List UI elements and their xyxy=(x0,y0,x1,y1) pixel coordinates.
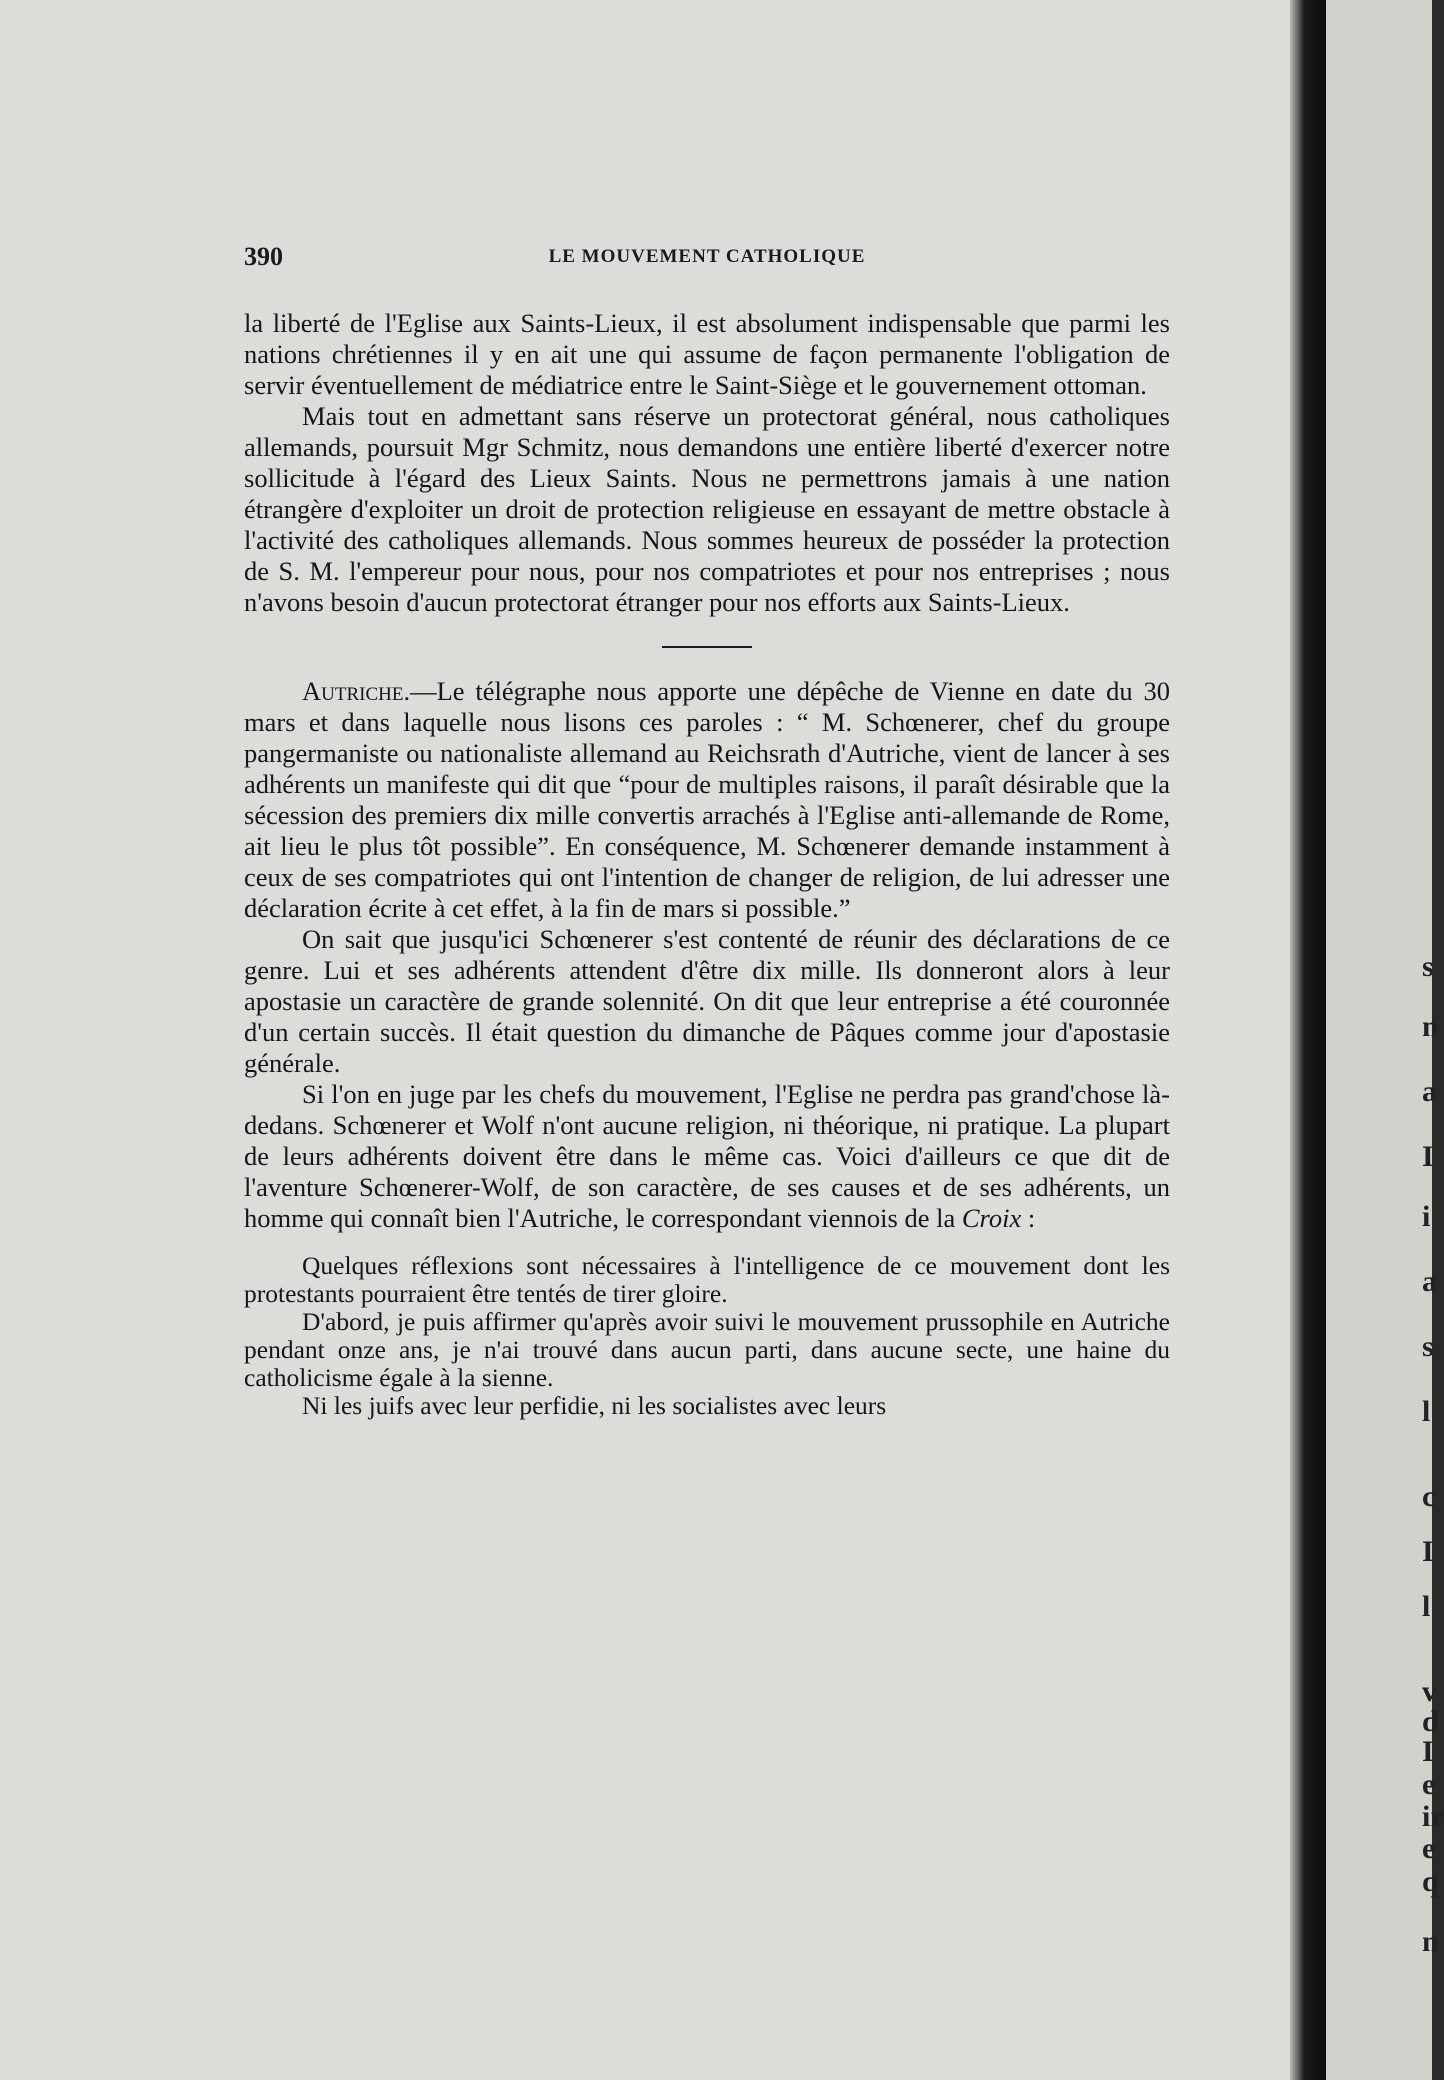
paragraph-autriche xyxy=(244,676,1170,924)
facing-page-edge xyxy=(1326,0,1444,2080)
paragraph-schmitz: Mais tout en admettant sans réserve un protectorat général, nous catholiques allemands, poursuit Mgr Schmitz, nous demandons une entière liberté d'exercer notre sollicitude à l'égard des Lieux Saints. Nous ne permettrons jamais à une nation étrangère d'exploiter un droit de protection religieuse en essayant de mettre obstacle à l'activité des catholiques allemands. Nous sommes heureux de posséder la protection de S. M. l'empereur pour nous, pour nos compatriotes et pour nos entreprises ; nous n'avons besoin d'aucun protectorat étranger pour nos efforts aux Saints-Lieux. xyxy=(244,401,1170,617)
paragraph-chefs-end: : xyxy=(1021,1203,1036,1233)
facing-glyph: n xyxy=(1422,1010,1439,1043)
section-lead-autriche: Autriche. xyxy=(302,676,411,706)
paragraph-autriche-text: —Le télégraphe nous apporte une dépêche de Vienne en date du 30 mars et dans laquelle nous lisons ces paroles : “ M. Schœnerer, chef du groupe pangermaniste ou nationaliste allemand au Reichsrath d'Autriche, vient de lancer à ses adhérents un manifeste qui dit que “pour de multiples raisons, il paraît désirable que la sécession des premiers dix mille convertis arrachés à l'Eglise anti-allemande de Rome, ait lieu le plus tôt possible”. En conséquence, M. Schœnerer demande instamment à ceux de ses compatriotes qui ont l'intention de changer de religion, de lui adresser une déclaration écrite à cet effet, à la fin de mars si possible.” xyxy=(244,676,1170,923)
facing-glyph: I xyxy=(1422,1735,1434,1768)
quote-paragraph-3: Ni les juifs avec leur perfidie, ni les socialistes avec leurs xyxy=(302,1391,887,1420)
facing-glyph: ir xyxy=(1422,1800,1444,1833)
section-separator xyxy=(662,646,752,648)
page-number: 390 xyxy=(244,242,283,271)
book-gutter xyxy=(1290,0,1326,2080)
paragraph-continuation: la liberté de l'Eglise aux Saints-Lieux, il est absolument indispensable que parmi les nations chrétiennes il y en ait une qui assume de façon permanente l'obligation de servir éventuellement de médiatrice entre le Saint-Siège et le gouvernement ottoman. xyxy=(244,308,1170,400)
page-body xyxy=(244,308,1170,1420)
quote-paragraph-1: Quelques réflexions sont nécessaires à l'intelligence de ce mouvement dont les protestants pourraient être tentés de tirer gloire. xyxy=(244,1251,1170,1308)
facing-glyph: c xyxy=(1422,1480,1436,1513)
facing-glyph: I xyxy=(1422,1535,1434,1568)
facing-glyph: s xyxy=(1422,1330,1434,1363)
facing-glyph: I xyxy=(1422,1140,1434,1173)
facing-glyph: v xyxy=(1422,1675,1437,1708)
facing-glyph: q xyxy=(1422,1865,1439,1898)
facing-glyph: a xyxy=(1422,1265,1437,1298)
facing-glyph: l xyxy=(1422,1395,1431,1428)
facing-glyph: e xyxy=(1422,1768,1436,1801)
facing-glyph: i xyxy=(1422,1200,1431,1233)
quote-paragraph-2: D'abord, je puis affirmer qu'après avoir suivi le mouvement prussophile en Autriche pendant onze ans, je n'ai trouvé dans aucun parti, dans aucune secte, une haine du catholicisme égale à la sienne. xyxy=(244,1307,1170,1392)
running-title: LE MOUVEMENT CATHOLIQUE xyxy=(548,246,866,267)
facing-glyph: d xyxy=(1422,1705,1439,1738)
facing-glyph: s xyxy=(1422,950,1434,983)
facing-glyph: e xyxy=(1422,1832,1436,1865)
page-header xyxy=(244,242,1170,282)
spacer xyxy=(244,1234,1170,1252)
paragraph-chefs xyxy=(244,1079,1170,1234)
newspaper-title: Croix xyxy=(961,1203,1022,1233)
paragraph-schoenerer: On sait que jusqu'ici Schœnerer s'est contenté de réunir des déclarations de ce genre. Lui et ses adhérents attendent d'être dix mille. Ils donneront alors à leur apostasie un caractère de grande solennité. On dit que leur entreprise a été couronnée d'un certain succès. Il était question du dimanche de Pâques comme jour d'apostasie générale. xyxy=(244,924,1170,1078)
quotation-block xyxy=(244,1252,1170,1420)
facing-glyph: l xyxy=(1422,1590,1431,1623)
facing-glyph: a xyxy=(1422,1075,1437,1108)
facing-glyph: n xyxy=(1422,1925,1439,1958)
paragraph-chefs-text: Si l'on en juge par les chefs du mouvement, l'Eglise ne perdra pas grand'chose là-dedans. Schœnerer et Wolf n'ont aucune religion, ni théorique, ni pratique. La plupart de leurs adhérents doivent être dans le même cas. Voici d'ailleurs ce que dit de l'aventure Schœnerer-Wolf, de son caractère, de ses causes et de ses adhérents, un homme qui connaît bien l'Autriche, le correspondant viennois de la xyxy=(244,1079,1170,1233)
